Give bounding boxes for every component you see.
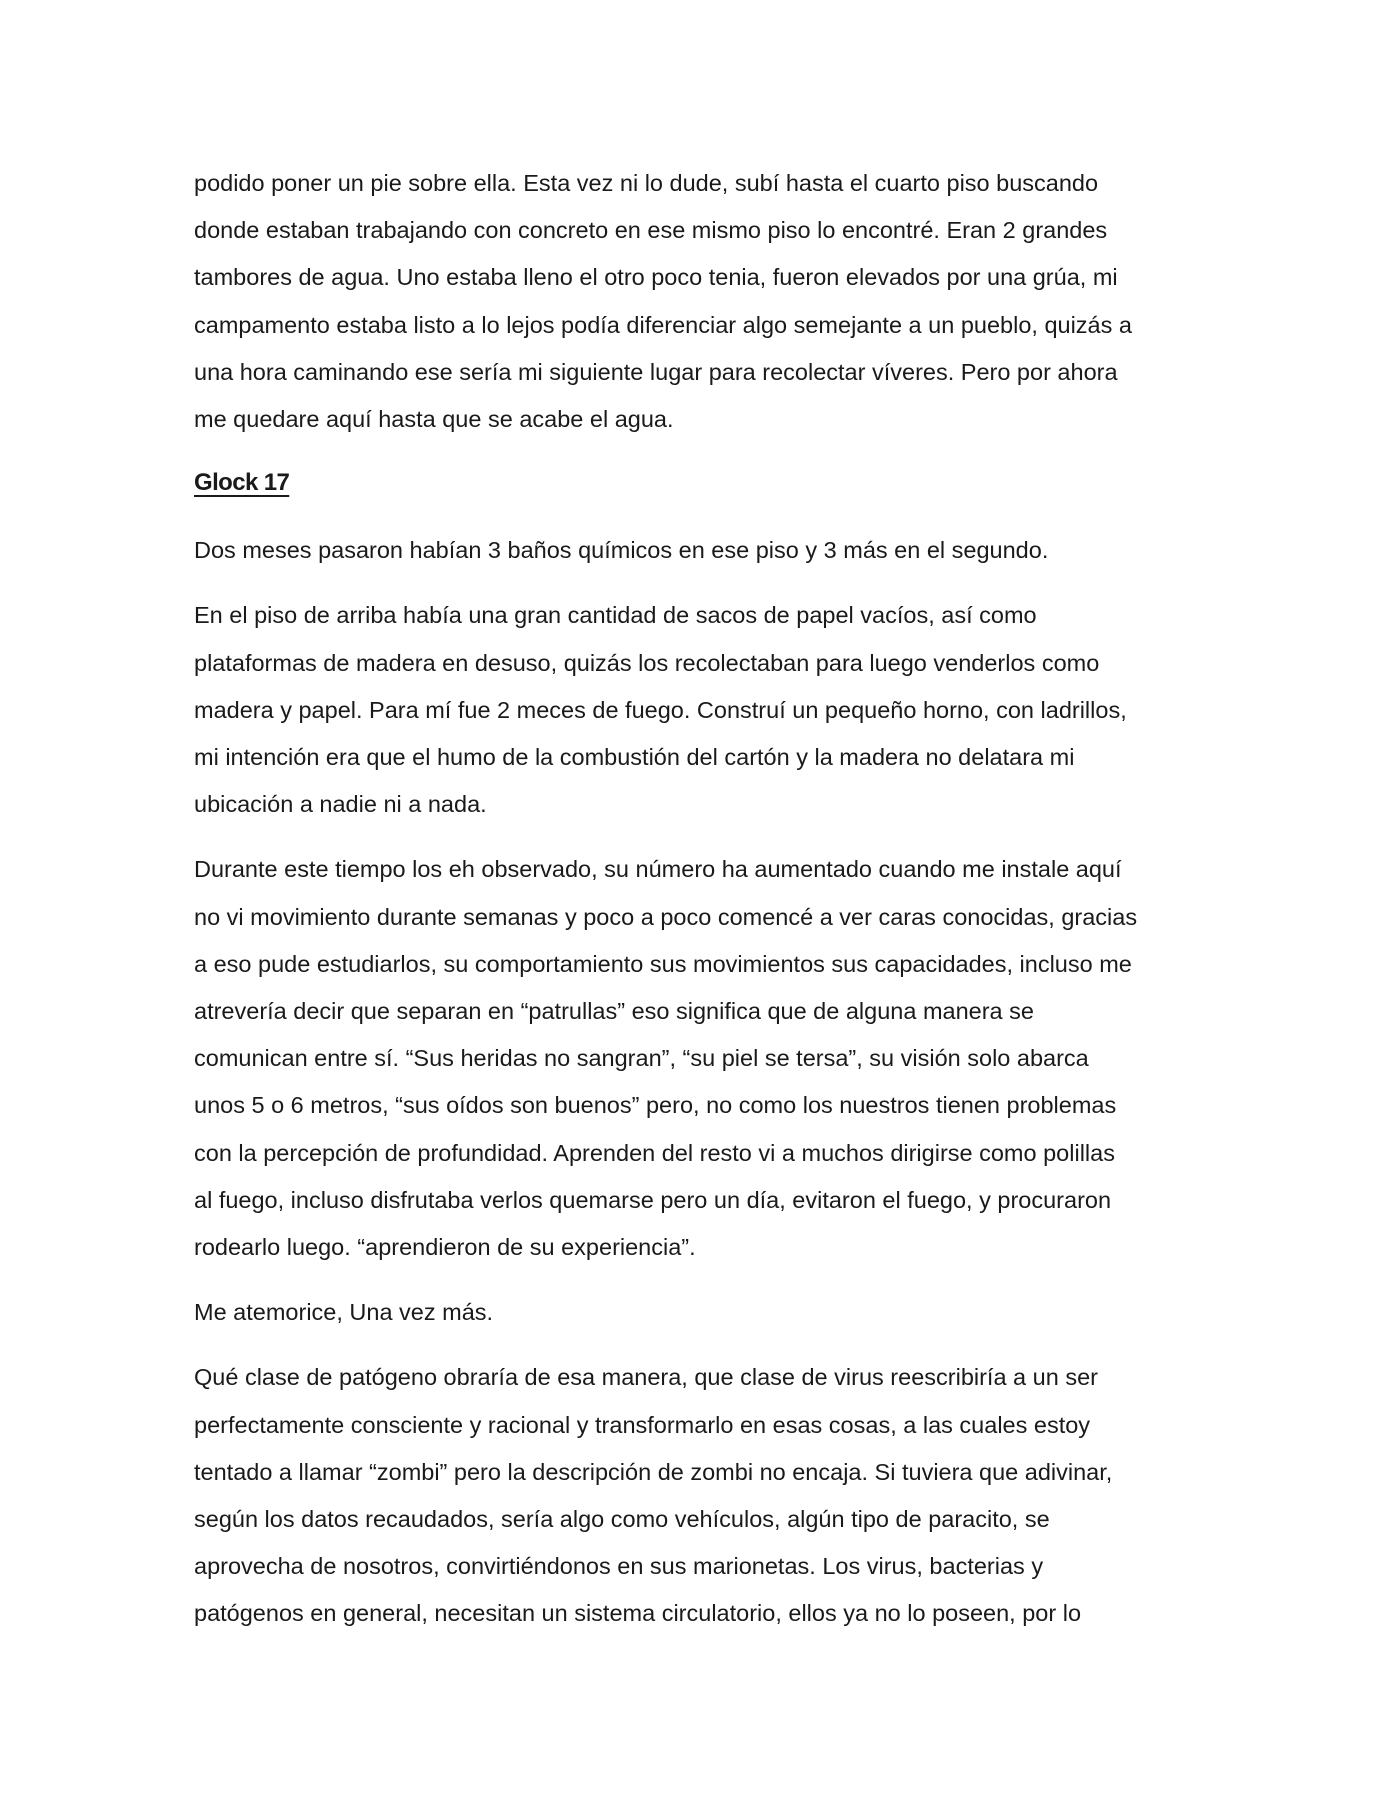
text-line: podido poner un pie sobre ella. Esta vez ni lo dude, subí hasta el cuarto piso buscando (194, 170, 1099, 196)
text-line: rodearlo luego. “aprendieron de su experiencia”. (194, 1234, 696, 1261)
text-line: según los datos recaudados, sería algo como vehículos, algún tipo de paracito, se (194, 1506, 1050, 1533)
text-line: al fuego, incluso disfrutaba verlos quemarse pero un día, evitaron el fuego, y procuraron (194, 1186, 1112, 1213)
paragraph-2 (194, 527, 1229, 574)
paragraph-4 (194, 846, 1229, 1271)
paragraph-1 (194, 160, 1229, 443)
text-line: campamento estaba listo a lo lejos podía diferenciar algo semejante a un pueblo, quizás a (194, 311, 1132, 338)
text-line: me quedare aquí hasta que se acabe el agua. (194, 406, 674, 433)
text-line: aprovecha de nosotros, convirtiéndonos en sus marionetas. Los virus, bacterias y (194, 1553, 1044, 1580)
section-heading (194, 461, 1229, 505)
document-body (194, 160, 1229, 1656)
text-line: Durante este tiempo los eh observado, su número ha aumentado cuando me instale aquí (194, 856, 1122, 883)
text-line: Me atemorice, Una vez más. (194, 1299, 494, 1326)
text-line: En el piso de arriba había una gran cantidad de sacos de papel vacíos, así como (194, 602, 1037, 629)
text-line: plataformas de madera en desuso, quizás los recolectaban para luego venderlos como (194, 649, 1100, 676)
paragraph-5 (194, 1289, 1229, 1336)
text-line: mi intención era que el humo de la combustión del cartón y la madera no delatara mi (194, 744, 1075, 771)
section-heading-text: Glock 17 (194, 469, 290, 497)
text-line: con la percepción de profundidad. Aprenden del resto vi a muchos dirigirse como polillas (194, 1139, 1115, 1166)
paragraph-3 (194, 592, 1229, 828)
text-line: donde estaban trabajando con concreto en ese mismo piso lo encontré. Eran 2 grandes (194, 217, 1108, 244)
text-line: Qué clase de patógeno obraría de esa manera, que clase de virus reescribiría a un ser (194, 1364, 1098, 1391)
text-line: unos 5 o 6 metros, “sus oídos son buenos” pero, no como los nuestros tienen problemas (194, 1092, 1117, 1119)
text-line: tambores de agua. Uno estaba lleno el otro poco tenia, fueron elevados por una grúa, mi (194, 264, 1118, 291)
text-line: madera y papel. Para mí fue 2 meces de fuego. Construí un pequeño horno, con ladrillos, (194, 696, 1127, 723)
text-line: Dos meses pasaron habían 3 baños químicos en ese piso y 3 más en el segundo. (194, 537, 1049, 564)
paragraph-6 (194, 1354, 1229, 1637)
text-line: perfectamente consciente y racional y transformarlo en esas cosas, a las cuales estoy (194, 1411, 1091, 1438)
text-line: tentado a llamar “zombi” pero la descripción de zombi no encaja. Si tuviera que adivinar, (194, 1458, 1113, 1485)
text-line: atrevería decir que separan en “patrullas” eso significa que de alguna manera se (194, 998, 1034, 1025)
text-line: a eso pude estudiarlos, su comportamiento sus movimientos sus capacidades, incluso me (194, 950, 1132, 977)
text-line: ubicación a nadie ni a nada. (194, 791, 487, 818)
text-line: comunican entre sí. “Sus heridas no sangran”, “su piel se tersa”, su visión solo abarca (194, 1045, 1089, 1072)
text-line: patógenos en general, necesitan un sistema circulatorio, ellos ya no lo poseen, por lo (194, 1600, 1082, 1627)
text-line: una hora caminando ese sería mi siguiente lugar para recolectar víveres. Pero por ahora (194, 358, 1118, 385)
text-line: no vi movimiento durante semanas y poco a poco comencé a ver caras conocidas, gracias (194, 903, 1138, 930)
